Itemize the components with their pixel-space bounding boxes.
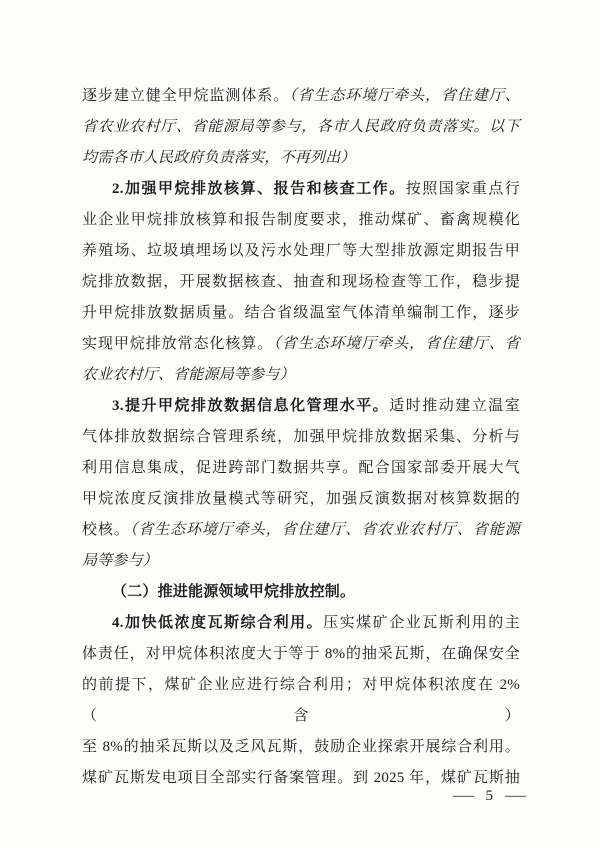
text-line [82, 422, 520, 453]
text-run-normal: 养殖场、垃圾填埋场以及污水处理厂等大型排放源定期报告甲 [82, 243, 520, 259]
text-run-normal: 甲烷浓度反演排放量模式等研究，加强反演数据对核算数据的 [82, 491, 520, 507]
text-line [82, 608, 520, 639]
text-line [82, 143, 520, 174]
text-line [82, 329, 520, 360]
text-line [82, 546, 520, 577]
text-line [82, 360, 520, 391]
text-line [82, 298, 520, 329]
text-line [82, 267, 520, 298]
document-text-block [82, 81, 520, 794]
text-run-normal: 压实煤矿企业瓦斯利用的主 [323, 615, 520, 631]
text-run-normal: 体责任，对甲烷体积浓度大于等于 8%的抽采瓦斯，在确保安全 [82, 646, 520, 662]
text-line [82, 484, 520, 515]
text-run-kai: （省生态环境厅牵头，省住建厅、 [289, 88, 520, 104]
text-run-kai: 农业农村厅、省能源局等参与） [82, 367, 295, 383]
text-run-normal: 校核。 [82, 522, 130, 538]
text-run-normal: 升甲烷排放数据质量。结合省级温室气体清单编制工作，逐步 [82, 305, 520, 321]
text-run-kai: 省农业农村厅、省能源局等参与，各市人民政府负责落实。以下 [82, 119, 520, 135]
text-run-normal: 业企业甲烷排放核算和报告制度要求，推动煤矿、畜禽规模化 [82, 212, 520, 228]
text-run-bold: 2.加强甲烷排放核算、报告和核查工作。 [112, 181, 406, 197]
text-line [82, 81, 520, 112]
text-line [82, 205, 520, 236]
text-line [82, 112, 520, 143]
text-line [82, 453, 520, 484]
page-number: 5 [485, 788, 493, 804]
footer-page-number [452, 786, 526, 806]
text-run-normal: 利用信息集成，促进跨部门数据共享。配合国家部委开展大气 [82, 460, 520, 476]
text-line [82, 732, 520, 763]
text-run-bold: 3.提升甲烷排放数据信息化管理水平。 [112, 398, 390, 414]
text-line [82, 236, 520, 267]
text-run-kai: 局等参与） [82, 553, 159, 569]
footer-dash-right: — [505, 788, 526, 804]
text-line [82, 670, 520, 732]
text-run-normal: 至 8%的抽采瓦斯以及乏风瓦斯，鼓励企业探索开展综合利用。 [82, 739, 520, 755]
text-run-normal: 适时推动建立温室 [389, 398, 520, 414]
text-line [82, 639, 520, 670]
text-run-normal: 煤矿瓦斯发电项目全部实行备案管理。到 2025 年，煤矿瓦斯抽 [82, 770, 520, 786]
text-run-normal: 的前提下，煤矿企业应进行综合利用；对甲烷体积浓度在 2%（含） [82, 677, 520, 724]
text-run-normal: 烷排放数据，开展数据核查、抽查和现场检查等工作，稳步提 [82, 274, 520, 290]
text-run-kai: （省生态环境厅牵头，省住建厅、省 [273, 336, 521, 352]
text-run-normal: 实现甲烷排放常态化核算。 [82, 336, 274, 352]
text-line [82, 391, 520, 422]
text-line [82, 577, 520, 608]
text-run-bold: （二）推进能源领域甲烷排放控制。 [112, 584, 356, 600]
footer-dash-left: — [452, 788, 474, 804]
text-run-normal: 气体排放数据综合管理系统，加强甲烷排放数据采集、分析与 [82, 429, 520, 445]
text-run-bold: 4.加快低浓度瓦斯综合利用。 [112, 615, 324, 631]
text-line [82, 174, 520, 205]
text-run-normal: 逐步建立健全甲烷监测体系。 [82, 88, 290, 104]
text-line [82, 515, 520, 546]
text-run-normal: 按照国家重点行 [405, 181, 520, 197]
text-run-kai: （省生态环境厅牵头，省住建厅、省农业农村厅、省能源 [129, 522, 520, 538]
text-run-kai: 均需各市人民政府负责落实，不再列出） [82, 150, 356, 166]
